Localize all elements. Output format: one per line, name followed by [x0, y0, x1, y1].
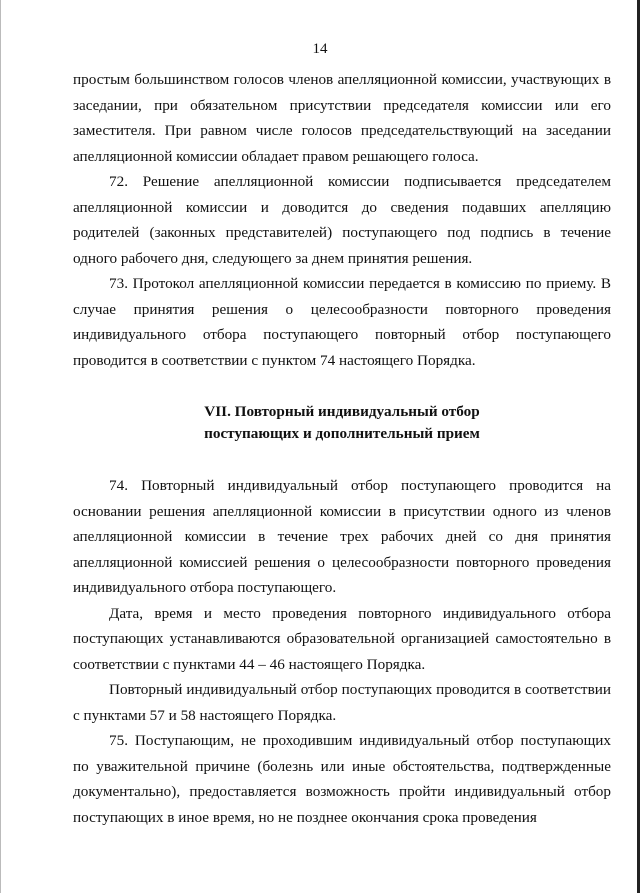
- paragraph-date-time-place: Дата, время и место проведения повторного индивидуального отбора поступающих устанавливаются образовательной организацией самостоятельно в соответствии с пунктами 44 – 46 настоящего Порядка.: [73, 604, 611, 673]
- section-heading-line-1: VII. Повторный индивидуальный отбор: [204, 403, 480, 420]
- section-heading-line-2: поступающих и дополнительный прием: [204, 425, 480, 442]
- paragraph-repeat-selection: Повторный индивидуальный отбор поступающих проводится в соответствии с пунктами 57 и 58 настоящего Порядка.: [73, 681, 611, 724]
- scan-left-edge: [0, 0, 1, 893]
- paragraph-73: 73. Протокол апелляционной комиссии передается в комиссию по приему. В случае принятия решения о целесообразности повторного проведения индивидуального отбора поступающего повторный отбор поступающего проводится в соответствии с пунктом 74 настоящего Порядка.: [73, 275, 611, 369]
- document-body: [73, 67, 611, 830]
- paragraph-voting-majority: простым большинством голосов членов апелляционной комиссии, участвующих в заседании, при обязательном присутствии председателя комиссии или его заместителя. При равном числе голосов председательствующий на заседании апелляционной комиссии обладает правом решающего голоса.: [73, 71, 611, 165]
- section-heading: [73, 401, 611, 445]
- paragraph-74: 74. Повторный индивидуальный отбор поступающего проводится на основании решения апелляционной комиссии в присутствии одного из членов апелляционной комиссии в течение трех рабочих дней со дня принятия апелляционной комиссией решения о целесообразности повторного проведения индивидуального отбора поступающего.: [73, 477, 611, 596]
- page-number: 14: [312, 41, 328, 57]
- paragraph-75: 75. Поступающим, не проходившим индивидуальный отбор поступающих по уважительной причине (болезнь или иные обстоятельства, подтвержденные документально), предоставляется возможность пройти индивидуальный отбор поступающих в иное время, но не позднее окончания срока проведения: [73, 732, 611, 826]
- paragraph-72: 72. Решение апелляционной комиссии подписывается председателем апелляционной комиссии и доводится до сведения подавших апелляцию родителей (законных представителей) поступающего под подпись в течение одного рабочего дня, следующего за днем принятия решения.: [73, 173, 611, 267]
